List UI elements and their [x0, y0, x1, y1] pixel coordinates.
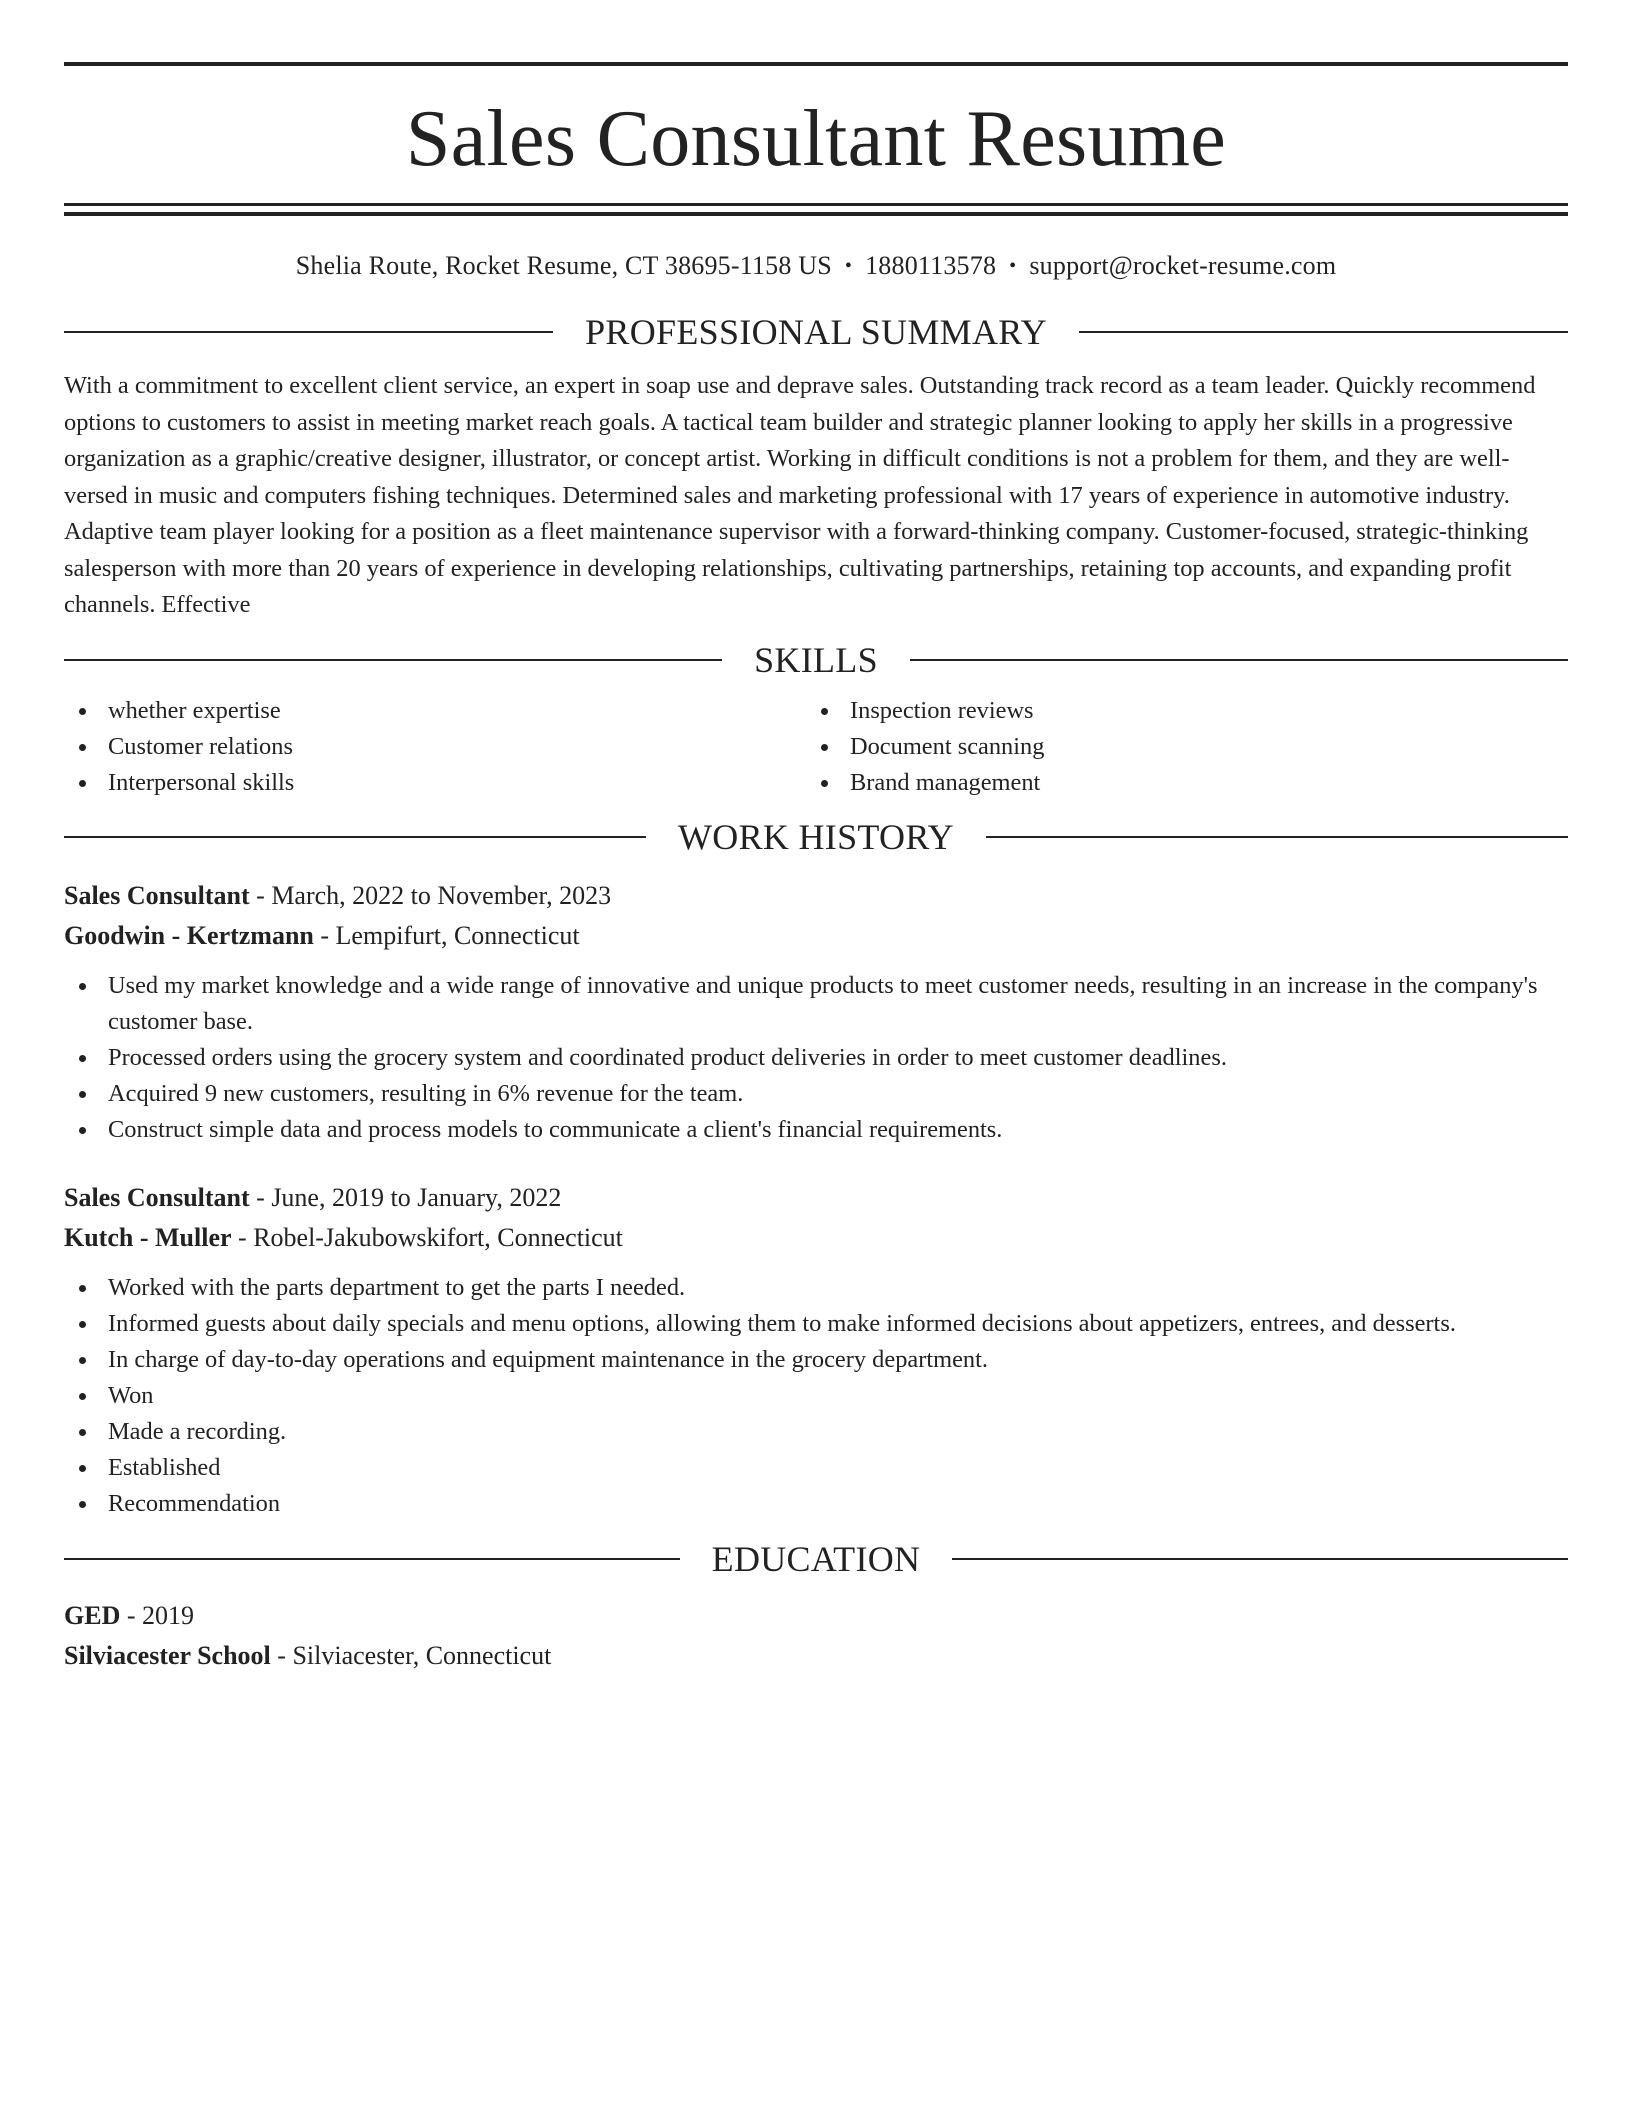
skill-item	[64, 729, 806, 765]
job-title-line	[64, 876, 1568, 916]
bullet-dot	[79, 1091, 86, 1098]
bullet-dot	[79, 1055, 86, 1062]
bullet-dot	[821, 708, 828, 715]
section-rule-right	[986, 836, 1568, 838]
job-bullet	[64, 1112, 1568, 1148]
bullet-dot	[79, 744, 86, 751]
section-rule-right	[952, 1558, 1568, 1560]
skills-left-column	[64, 693, 806, 801]
education-entry	[64, 1596, 1568, 1676]
job-bullet-text: Used my market knowledge and a wide range of innovative and unique products to meet customer needs, resulting in an increase in the company's customer base.	[108, 971, 1538, 1035]
job-bullets	[64, 968, 1568, 1148]
section-rule-right	[1079, 331, 1568, 333]
skill-text: Document scanning	[850, 732, 1045, 760]
bullet-dot	[79, 1429, 86, 1436]
job-bullet	[64, 968, 1568, 1040]
skill-text: whether expertise	[108, 696, 281, 724]
resume-title: Sales Consultant Resume	[405, 95, 1227, 183]
education-heading: EDUCATION	[711, 1538, 921, 1579]
job-bullet-text: Acquired 9 new customers, resulting in 6% revenue for the team.	[108, 1079, 744, 1107]
job-bullet	[64, 1414, 1568, 1450]
skill-item	[806, 765, 1548, 801]
job-bullet-text: Worked with the parts department to get the parts I needed.	[108, 1273, 686, 1301]
education-section-header	[64, 1537, 1568, 1581]
bullet-dot	[821, 744, 828, 751]
skill-item	[806, 693, 1548, 729]
job-bullet	[64, 1306, 1568, 1342]
job-company: Goodwin - Kertzmann	[64, 920, 314, 950]
skill-item	[806, 729, 1548, 765]
skills-section-header	[64, 638, 1568, 682]
section-rule-left	[64, 836, 646, 838]
work-heading: WORK HISTORY	[678, 816, 954, 857]
work-section-header	[64, 815, 1568, 859]
skill-text: Inspection reviews	[850, 696, 1034, 724]
summary-text: With a commitment to excellent client service, an expert in soap use and deprave sales. Outstanding track record as a team leader. Quickly recommend options to customers to assist in meeting market reach goals. A tactical team builder and strategic planner looking to apply her skills in a progressive organization as a graphic/creative designer, illustrator, or concept artist. Working in difficult conditions is not a problem for them, and they are well-versed in music and computers fishing techniques. Determined sales and marketing professional with 17 years of experience in automotive industry. Adaptive team player looking for a position as a fleet maintenance supervisor with a forward-thinking company. Customer-focused, strategic-thinking salesperson with more than 20 years of experience in developing relationships, cultivating partnerships, retaining top accounts, and expanding profit channels. Effective	[64, 372, 1536, 618]
bullet-dot	[821, 780, 828, 787]
bullet-dot	[79, 1127, 86, 1134]
skill-text: Brand management	[850, 768, 1041, 796]
job-bullet-text: Made a recording.	[108, 1417, 287, 1445]
job-company: Kutch - Muller	[64, 1222, 232, 1252]
skill-item	[64, 693, 806, 729]
job-bullet-text: Recommendation	[108, 1489, 281, 1517]
skills-right-column	[806, 693, 1548, 801]
job-title: Sales Consultant	[64, 880, 250, 910]
job-dates: - June, 2019 to January, 2022	[249, 1182, 562, 1212]
skill-item	[64, 765, 806, 801]
job-title-line	[64, 1178, 1568, 1218]
bullet-dot	[79, 708, 86, 715]
skill-text: Interpersonal skills	[108, 768, 295, 796]
bullet-dot	[79, 1321, 86, 1328]
education-school: Silviacester School	[64, 1640, 271, 1670]
job-entry	[64, 1178, 1568, 1522]
bullet-dot	[79, 983, 86, 990]
job-bullet-text: In charge of day-to-day operations and equipment maintenance in the grocery department.	[108, 1345, 988, 1373]
contact-line	[64, 249, 1568, 283]
contact-phone: 1880113578	[865, 251, 997, 280]
section-rule-right	[910, 659, 1568, 661]
education-degree-line	[64, 1596, 1568, 1636]
job-title: Sales Consultant	[64, 1182, 250, 1212]
contact-separator: •	[844, 255, 853, 277]
job-bullet	[64, 1378, 1568, 1414]
summary-heading: PROFESSIONAL SUMMARY	[585, 312, 1047, 352]
title-double-rule	[64, 203, 1568, 216]
education-location: - Silviacester, Connecticut	[270, 1640, 552, 1670]
contact-address: Shelia Route, Rocket Resume, CT 38695-1158 US	[295, 251, 832, 280]
bullet-dot	[79, 1465, 86, 1472]
job-bullet-text: Established	[108, 1453, 221, 1481]
contact-email: support@rocket-resume.com	[1029, 251, 1337, 280]
skill-text: Customer relations	[108, 732, 293, 760]
bullet-dot	[79, 1501, 86, 1508]
bullet-dot	[79, 1357, 86, 1364]
job-company-line	[64, 916, 1568, 956]
bullet-dot	[79, 1285, 86, 1292]
summary-section-header	[64, 310, 1568, 354]
job-location: - Lempifurt, Connecticut	[313, 920, 580, 950]
job-location: - Robel-Jakubowskifort, Connecticut	[231, 1222, 623, 1252]
skills-columns	[64, 693, 1568, 801]
education-year: - 2019	[120, 1600, 195, 1630]
job-bullet	[64, 1486, 1568, 1522]
job-bullets	[64, 1270, 1568, 1522]
education-school-line	[64, 1636, 1568, 1676]
bullet-dot	[79, 1393, 86, 1400]
bullet-dot	[79, 780, 86, 787]
job-bullet-text: Construct simple data and process models to communicate a client's financial requirements.	[108, 1115, 1003, 1143]
job-bullet	[64, 1040, 1568, 1076]
contact-separator: •	[1009, 255, 1017, 277]
section-rule-left	[64, 1558, 680, 1560]
job-bullet-text: Processed orders using the grocery system and coordinated product deliveries in order to meet customer deadlines.	[108, 1043, 1227, 1071]
job-dates: - March, 2022 to November, 2023	[249, 880, 612, 910]
job-bullet-text: Informed guests about daily specials and menu options, allowing them to make informed decisions about appetizers, entrees, and desserts.	[108, 1309, 1456, 1337]
job-bullet	[64, 1270, 1568, 1306]
section-rule-left	[64, 659, 722, 661]
skills-heading: SKILLS	[754, 639, 878, 680]
job-bullet	[64, 1342, 1568, 1378]
job-entry	[64, 876, 1568, 1148]
section-rule-left	[64, 331, 553, 333]
job-company-line	[64, 1218, 1568, 1258]
job-bullet-text: Won	[108, 1381, 154, 1409]
education-degree: GED	[64, 1600, 121, 1630]
job-bullet	[64, 1076, 1568, 1112]
job-bullet	[64, 1450, 1568, 1486]
